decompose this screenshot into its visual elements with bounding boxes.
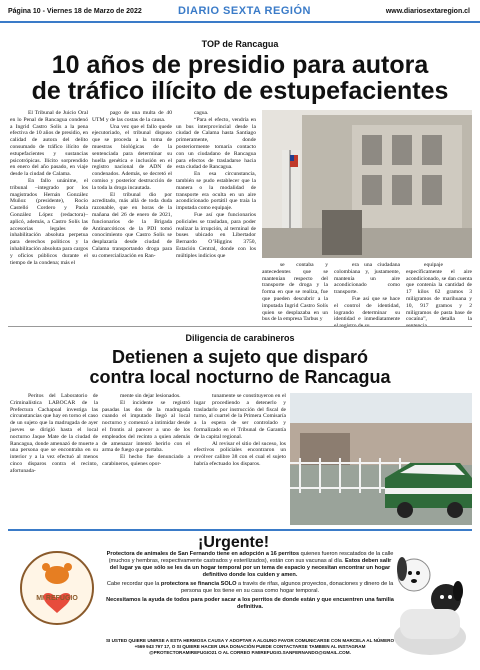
logo-name: MI REFUGIO — [36, 595, 78, 602]
article1-title-line2: de tráfico ilícito de estupefacientes — [31, 77, 449, 105]
masthead-brand: DIARIO SEXTA REGIÓN — [178, 5, 311, 17]
adoption-ad — [8, 529, 472, 667]
article1-column-2: pago de una multa de 40 UTM y de las costas de la causa. Una vez que el fallo quede ejecutoriado, el tribunal dispuso que se proceda a la toma de muestras biológicas de la sentenciada para determinar su huella genética e inclusión en el registro nacional de ADN de condenados. Además, se decretó el comiso y posterior destrucción de la toda la droga incautada. El tribunal dio por acreditado, más allá de toda duda razonable, que en horas de la mañana del 26 de enero de 2021, funcionarios de la Brigada Antinarcóticos de la PDI tomó conocimiento que Castro Solís se desplazaría desde ciudad de Calama transportando droga para su comercialización en Ran- — [92, 110, 172, 259]
article1-column-4: se contaba y antecedentes que se mantenían respecto del transporte de droga y la forma en que se realiza, fue que pueden descubrir a la imputada Ingrid Castro Solís quien se desplazaba en un bus de la empresa Tarbus y — [262, 262, 328, 323]
header-rule — [0, 21, 480, 23]
article2-title-line1: Detienen a sujeto que disparó — [111, 347, 369, 367]
court-building-photo — [262, 110, 472, 258]
site-url: www.diariosextaregion.cl — [385, 8, 470, 15]
article2-column-1: Peritos del Laboratorio de Criminalística LABOCAR de la Prefectura Cachapoal investiga las circunstancias que hay en torno el caso de un sujeto que la madrugada de ayer jueves se dirigió hasta el local nocturno Jaque Mate de la ciudad de Rancagua, donde amenazó de muerte a una persona que se encontraba en su interior y a la vez efectuó al menos cinco disparos contra el recinto, afortunada- — [10, 393, 98, 474]
article1-column-3: cagua. “Para el efecto, vendría en un bus interprovincial desde la ciudad de Calama hasta Santiago primeramente, donde posteriormente tomaría contacto con un ciudadano de Rancagua para efectos de trasladarse hacia esta ciudad de Rancagua. En esa circunstancia, también se pudo establecer que la manera o la modalidad de transporte era oculta en un aire acondicionado portátil que traía la imputada como equipaje. Fue así que funcionarios policiales se trasladan, para poder realizar la irrupción, al terminal de buses ubicado en Libertador Bernardo O’Higgins 3750, Estación Central, donde con los múltiples indicios que — [176, 110, 256, 259]
mi-refugio-logo — [20, 551, 94, 625]
police-car-illustration — [290, 393, 472, 525]
article1-column-1: El Tribunal de Juicio Oral en lo Penal de Rancagua condenó a Ingrid Castro Solís a la pena efectiva de 10 años de presidio, en calidad de autora del delito consumado de tráfico ilícito de estupefacientes y sustancias psicotrópicas. Ilícito sorprendido en enero del año pasado, en viaje desde la ciudad de Calama. En fallo unánime, el tribunal –integrado por los magistrados Hernán González Muñoz (presidente), Rocío Castelló Cordero y Paola González López (redactora)– aplicó, además, a Castro Solís las accesorias legales de inhabilitación absoluta perpetua para derechos políticos y la inhabilitación absoluta para cargos y oficios públicos durante el tiempo de la condena; más el — [10, 110, 88, 266]
dogs-illustration — [390, 537, 468, 657]
article1-column-5: era una ciudadana colombiana y, justamente, mantenía un aire acondicionado como transporte. Fue así que se hace el control de identidad, logrando determinar su identidad e inmediatamente — [334, 262, 400, 323]
court-building-illustration — [262, 110, 472, 258]
page-header — [0, 0, 480, 28]
article2-column-2: mente sin dejar lesionados. El incidente se registró pasadas las dos de la madrugada cuando el imputado llegó al local nocturno y comenzó a intimidar desde el frontis al parecer a uno de los empleados del recinto a quien además de amenazar intentó herirlo con el arma de fuego que portaba. El hecho fue denunciado a carabineros, quienes opor- — [102, 393, 190, 467]
page-date-line: Página 10 - Viernes 18 de Marzo de 2022 — [8, 8, 142, 15]
article1-column-6: equipaje específicamente el aire acondicionado, se dan cuenta que contenía la cantidad de 17 kilos 62 gramos 3 miligramos de marihuana y 10, 917 gramos y 2 miligramos de pasta base de cocaína”, detalla la — [406, 262, 472, 323]
article2-column-3: tunamente se constituyeron en el lugar procediendo a detenerlo y trasladarlo por instrucción del fiscal de turno, al cuartel de la Primera Comisaría a la espera de ser controlado y formalizado en el Tribunal de Garantía de la capital regional. Al revisar el sitio del suceso, los efectivos policiales encontraron un revólver calibre 38 con el cual el sujeto habría efectuado los disparos. — [194, 393, 286, 467]
police-scene-photo — [290, 393, 472, 525]
article1-title-line1: 10 años de presidio para autora — [51, 51, 429, 79]
article-separator — [8, 326, 472, 327]
ad-footer: SI USTED QUIERE UNIRSE A ESTA HERMOSA CAUSA Y ADOPTAR A ALGUNO FAVOR COMUNICARSE CON MARCELA AL NÚMERO +569 943 797 17, O SI QUIERE HACER UNA DONACIÓN PUEDE CONTACTARSE TAMBIEN AL INSTAGRAM @PROTECTORAMIREFUGIO21 O AL CORREO P.MIREFUGIO.SANFERNANDO@GMAIL.COM. — [105, 638, 395, 655]
ad-title: ¡Urgente! — [198, 534, 270, 551]
article2-kicker: Diligencia de carabineros — [185, 333, 295, 343]
paw-icon — [22, 553, 92, 623]
ad-body: Protectora de animales de San Fernando tiene en adopción a 16 perritos quienes fueron rescatados de la calle (muchos y hembras, respectivamente castrados y esterilizados), están con sus vacunas al día. Estos deben salir del lugar ya que sólo se les da un hogar temporal por un tema de espacio y necesitan encontrar un hogar definitivo donde los cuiden y amen. Cabe recordar que la protectora se financia SOLO a través de rifas, algunos proyectos, donaciones y dinero de la persona que los tiene en su casa como hogar temporal. Necesitamos la ayuda de todos para poder sacar a los perritos de donde están y que encuentren una familia definitiva. — [106, 551, 394, 610]
article2-title-line2: contra local nocturno de Rancagua — [89, 367, 391, 387]
article1-kicker: TOP de Rancagua — [201, 39, 279, 49]
